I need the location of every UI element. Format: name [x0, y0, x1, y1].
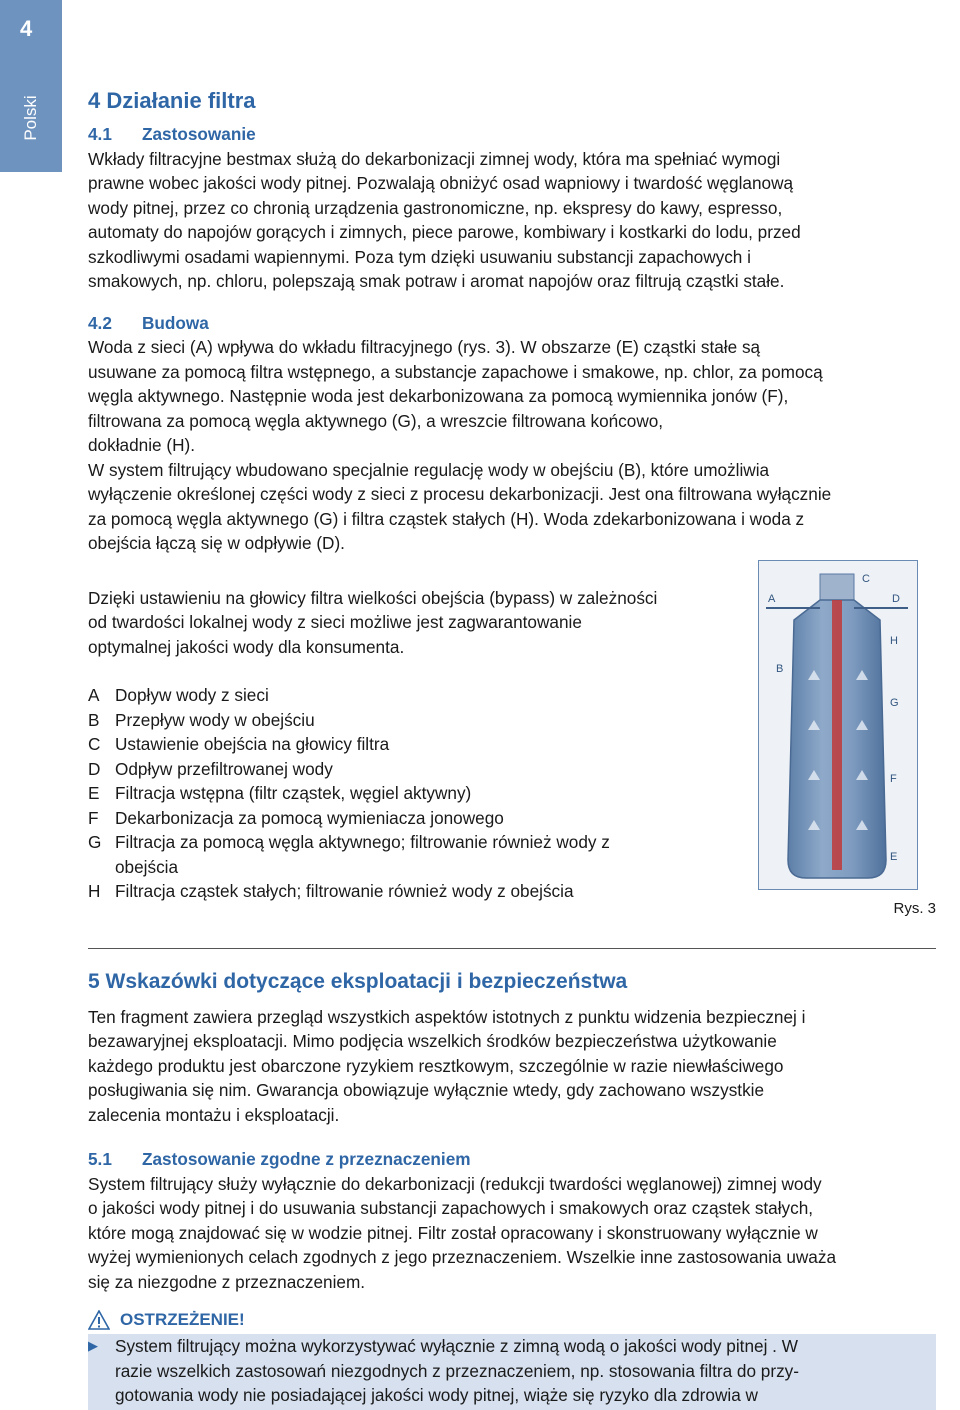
section-5-1-number: 5.1: [88, 1149, 112, 1169]
legend-key: B: [88, 709, 100, 730]
section-5-1-heading: [88, 1147, 936, 1172]
filter-head: [820, 574, 854, 600]
warning-icon: [88, 1310, 110, 1330]
body-line: wyłączenie określonej części wody z sieci z procesu dekarbonizacji. Jest ona filtrowana wyłącznie: [88, 484, 832, 504]
legend-item: [88, 708, 748, 733]
body-line: każdego produktu jest obarczone ryzykiem resztkowym, szczególnie w razie niewłaściwego: [88, 1055, 784, 1076]
legend-text: Odpływ przefiltrowanej wody: [115, 758, 333, 779]
body-line: automaty do napojów gorących i zimnych, piece parowe, kombiwary i kostkarki do lodu, przed: [88, 222, 801, 242]
bypass-text: [88, 586, 748, 660]
legend-key: [88, 855, 115, 880]
section-4-title: 4 Działanie filtra: [88, 88, 256, 113]
legend-text: Dopływ wody z sieci: [115, 685, 269, 705]
body-line: System filtrujący służy wyłącznie do dekarbonizacji (redukcji twardości węglanowej) zimnej wody: [88, 1173, 822, 1194]
body-line: które mogą znajdować się w wodzie pitnej. Filtr został opracowany i skonstruowany wyłącznie w: [88, 1222, 818, 1243]
figure-caption: Rys. 3: [893, 899, 936, 917]
legend-text: Filtracja za pomocą węgla aktywnego; filtrowanie również wody z: [115, 832, 610, 852]
label-e: E: [890, 850, 898, 863]
page-number: 4: [20, 16, 33, 41]
figure-legend: [88, 683, 748, 904]
section-5-1-title: Zastosowanie zgodne z przeznaczeniem: [142, 1149, 471, 1169]
body-line: bezawaryjnej eksploatacji. Mimo podjęcia wszelkich środków bezpieczeństwa użytkowanie: [88, 1031, 777, 1051]
body-line: filtrowana za pomocą węgla aktywnego (G), a wreszcie filtrowana końcowo,: [88, 410, 664, 431]
section-5-title: 5 Wskazówki dotyczące eksploatacji i bezpieczeństwa: [88, 969, 628, 993]
body-line: węgla aktywnego. Następnie woda jest dekarbonizowana za pomocą wymiennika jonów (F),: [88, 386, 789, 406]
section-4-1-body: [88, 147, 936, 294]
body-line: dokładnie (H).: [88, 435, 195, 455]
section-4-1-title: Zastosowanie: [142, 124, 256, 144]
legend-key: G: [88, 832, 102, 852]
legend-key: C: [88, 734, 101, 754]
warning-box: [88, 1334, 936, 1410]
legend-key: A: [88, 685, 100, 705]
body-line: Woda z sieci (A) wpływa do wkładu filtracyjnego (rys. 3). W obszarze (E) cząstki stałe są: [88, 337, 761, 357]
label-b: B: [776, 662, 784, 675]
page-content: [88, 86, 936, 1410]
body-line: W system filtrujący wbudowano specjalnie regulację wody w obejściu (B), które umożliwia: [88, 459, 770, 480]
legend-item: [88, 830, 748, 855]
legend-key: F: [88, 807, 99, 828]
body-line: Ten fragment zawiera przegląd wszystkich aspektów istotnych z punktu widzenia bezpiecznej i: [88, 1006, 806, 1027]
filter-cartridge-diagram: [758, 560, 918, 890]
body-line: wody pitnej, przez co chronią urządzenia gastronomiczne, np. ekspresy do kawy, espresso,: [88, 197, 783, 218]
body-line: System filtrujący można wykorzystywać wyłącznie z zimną wodą o jakości wody pitnej . W: [115, 1336, 798, 1356]
section-4-1-number: 4.1: [88, 124, 112, 144]
body-line: wyżej wymienionych celach zgodnych z jego przeznaczeniem. Wszelkie inne zastosowania uważa: [88, 1247, 837, 1267]
body-line: obejścia łączą się w odpływie (D).: [88, 533, 345, 553]
label-h: H: [890, 634, 898, 647]
legend-item: [88, 781, 748, 806]
legend-item: [88, 757, 748, 782]
label-g: G: [890, 696, 899, 709]
section-4-2-title: Budowa: [142, 312, 209, 333]
legend-text: Dekarbonizacja za pomocą wymieniacza jonowego: [115, 807, 504, 828]
body-line: od twardości lokalnej wody z sieci możliwe jest zagwarantowanie: [88, 612, 582, 632]
body-line: optymalnej jakości wody dla konsumenta.: [88, 636, 405, 657]
bypass-section: [88, 572, 936, 926]
warning-text: [115, 1334, 799, 1408]
label-c: C: [862, 572, 870, 585]
bullet-arrow-icon: ▶: [88, 1338, 98, 1353]
legend-text: Ustawienie obejścia na głowicy filtra: [115, 734, 390, 754]
legend-text: Filtracja cząstek stałych; filtrowanie również wody z obejścia: [115, 881, 574, 901]
legend-text: Przepływ wody w obejściu: [115, 709, 315, 730]
body-line: się za niezgodne z przeznaczeniem.: [88, 1271, 366, 1292]
label-f: F: [890, 772, 897, 785]
warning-bullet: [88, 1334, 936, 1408]
warning-heading: [88, 1310, 936, 1330]
warning-title: OSTRZEŻENIE!: [120, 1310, 245, 1329]
section-5-intro: [88, 1005, 936, 1128]
filter-cartridge-figure: [758, 560, 936, 922]
body-line: prawne wobec jakości wody pitnej. Pozwalają obniżyć osad wapniowy i twardość węglanową: [88, 173, 794, 193]
center-tube: [832, 600, 842, 870]
side-tab: [0, 0, 62, 172]
body-line: posługiwania się nim. Gwarancja obowiązuje wyłącznie wtedy, gdy zachowano wszystkie: [88, 1080, 765, 1100]
section-4-2-body: [88, 335, 936, 556]
label-a: A: [768, 592, 776, 605]
legend-item: [88, 806, 748, 831]
legend-text: obejścia: [115, 856, 179, 877]
section-4-1-heading: [88, 122, 936, 147]
body-line: razie wszelkich zastosowań niezgodnych z przeznaczeniem, np. stosowania filtra do przy-: [115, 1360, 800, 1381]
language-label: Polski: [21, 95, 40, 141]
section-4-2-number: 4.2: [88, 312, 112, 333]
section-divider: [88, 948, 936, 949]
legend-item: [88, 683, 748, 708]
legend-item: [88, 855, 748, 880]
body-line: zalecenia montażu i eksploatacji.: [88, 1104, 340, 1125]
body-line: smakowych, np. chloru, polepszają smak potraw i aromat napojów oraz filtrują cząstki stałe.: [88, 271, 785, 291]
legend-key: D: [88, 758, 101, 779]
section-5-1-body: [88, 1172, 936, 1295]
body-line: za pomocą węgla aktywnego (G) i filtra cząstek stałych (H). Woda zdekarbonizowana i woda z: [88, 508, 805, 529]
body-line: Wkłady filtracyjne bestmax służą do dekarbonizacji zimnej wody, która ma spełniać wymogi: [88, 148, 781, 169]
body-line: szkodliwymi osadami wapiennymi. Poza tym dzięki usuwaniu substancji zapachowych i: [88, 246, 751, 267]
label-d: D: [892, 592, 900, 605]
body-line: Dzięki ustawieniu na głowicy filtra wielkości obejścia (bypass) w zależności: [88, 587, 658, 608]
legend-key: E: [88, 783, 100, 803]
body-line: usuwane za pomocą filtra wstępnego, a substancje zapachowe i smakowe, np. chlor, za pomocą: [88, 361, 823, 382]
section-4-2-heading: [88, 311, 936, 336]
body-line: o jakości wody pitnej i do usuwania substancji zapachowych i smakowych oraz cząstek stałych,: [88, 1198, 814, 1218]
legend-text: Filtracja wstępna (filtr cząstek, węgiel aktywny): [115, 783, 472, 803]
legend-key: H: [88, 881, 101, 901]
legend-item: [88, 732, 748, 757]
body-line: gotowania wody nie posiadającej jakości wody pitnej, wiąże się ryzyko dla zdrowia w: [115, 1385, 758, 1405]
legend-item: [88, 879, 748, 904]
